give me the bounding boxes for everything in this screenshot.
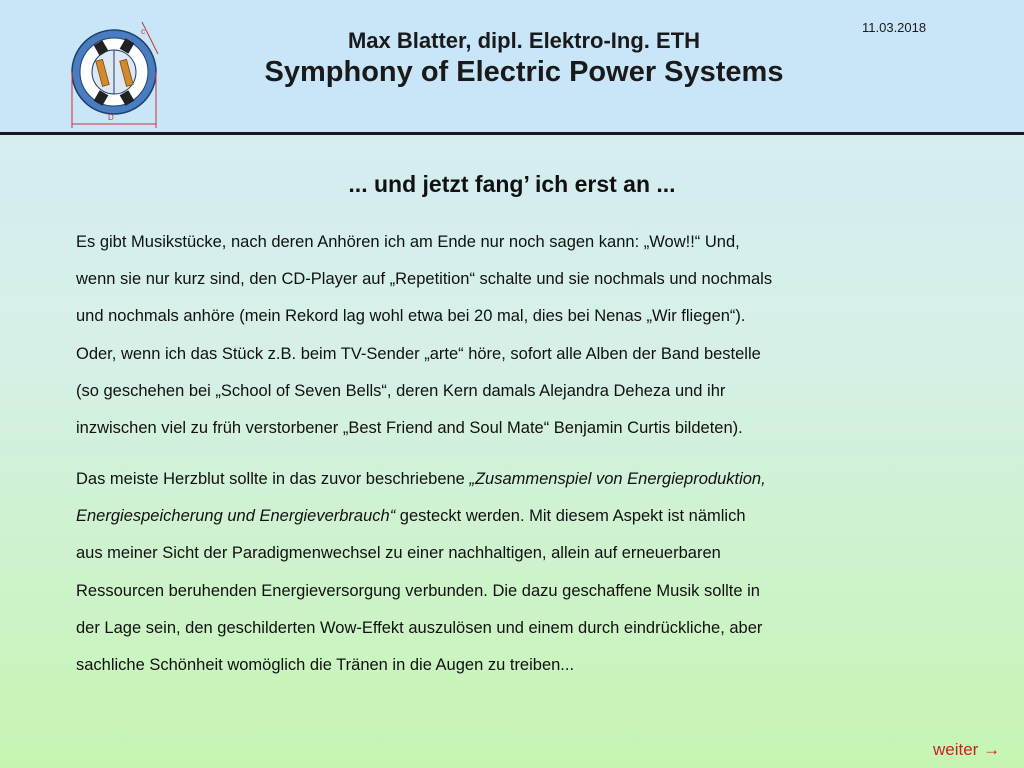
emphasis-text: „Zusammenspiel von Energieproduktion, — [469, 470, 766, 488]
paragraph-line: der Lage sein, den geschilderten Wow-Effekt auszulösen und einem durch eindrückliche, aber — [76, 618, 763, 637]
emphasis-text: Energiespeicherung und Energieverbrauch“ — [76, 507, 396, 526]
paragraph-line: (so geschehen bei „School of Seven Bells“, deren Kern damals Alejandra Deheza und ihr — [76, 381, 726, 400]
paragraph-line: Ressourcen beruhenden Energieversorgung verbunden. Die dazu geschaffene Musik sollte in — [76, 581, 760, 600]
line-text: Das meiste Herzblut sollte in das zuvor beschriebene — [76, 470, 470, 488]
paragraph-line: Es gibt Musikstücke, nach deren Anhören ich am Ende nur noch sagen kann: „Wow!!“ Und, — [76, 233, 740, 251]
paragraph-2 — [76, 461, 956, 684]
paragraph-line: inzwischen viel zu früh verstorbener „Best Friend and Soul Mate“ Benjamin Curtis bildeten). — [76, 419, 743, 438]
line-text: gesteckt werden. Mit diesem Aspekt ist nämlich — [395, 507, 746, 526]
presentation-title: Symphony of Electric Power Systems — [264, 56, 784, 88]
paragraph-line: und nochmals anhöre (mein Rekord lag wohl etwa bei 20 mal, dies bei Nenas „Wir fliegen“). — [76, 307, 746, 326]
author-line: Max Blatter, dipl. Elektro-Ing. ETH — [347, 28, 701, 53]
paragraph-line — [76, 498, 956, 535]
paragraph-line: sachliche Schönheit womöglich die Tränen in die Augen zu treiben... — [76, 656, 575, 675]
logo-label-bottom: D — [108, 113, 114, 122]
paragraph-line: Oder, wenn ich das Stück z.B. beim TV-Sender „arte“ höre, sofort alle Alben der Band bestelle — [76, 344, 761, 363]
next-link[interactable]: weiter → — [933, 740, 1001, 759]
header-divider — [0, 132, 1024, 135]
paragraph-line: aus meiner Sicht der Paradigmenwechsel zu einer nachhaltigen, allein auf erneuerbaren — [76, 544, 721, 563]
paragraph-line: wenn sie nur kurz sind, den CD-Player auf „Repetition“ schalte und sie nochmals und nochmals — [76, 270, 773, 289]
paragraph-1 — [76, 224, 956, 447]
paragraph-line — [76, 461, 956, 498]
header-date: 11.03.2018 — [862, 20, 927, 35]
slide-heading: ... und jetzt fang’ ich erst an ... — [348, 171, 676, 197]
logo-label-top: c — [141, 27, 145, 36]
